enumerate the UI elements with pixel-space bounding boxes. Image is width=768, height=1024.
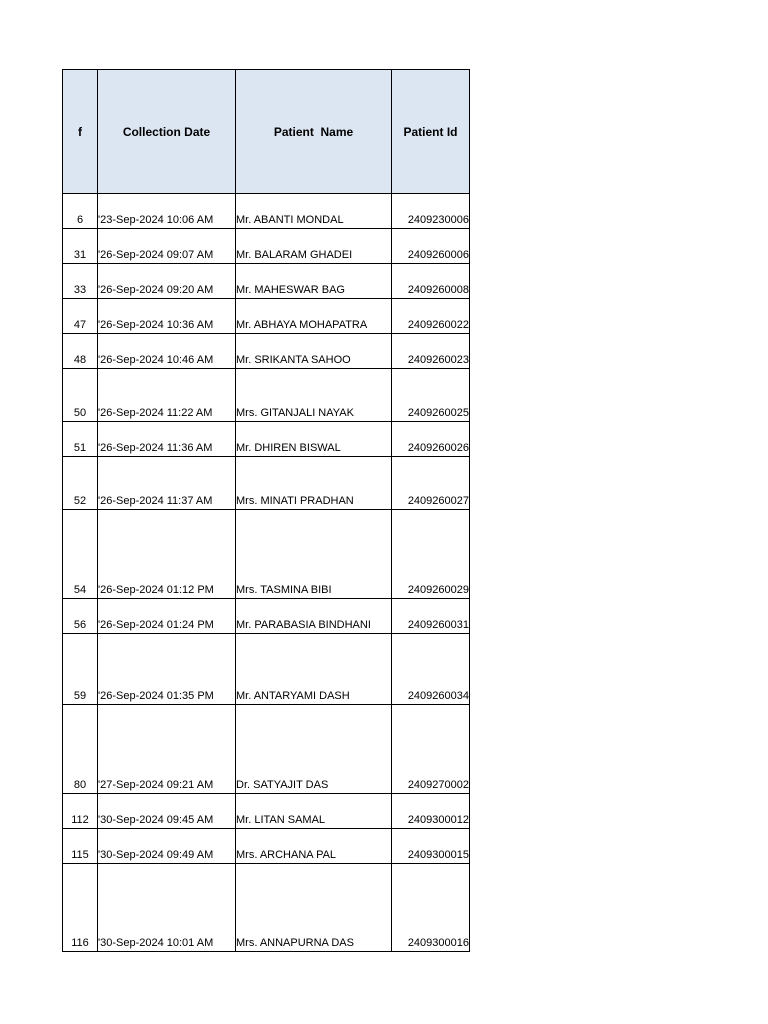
patient-id: 2409260006 <box>392 229 470 264</box>
patient-id: 2409260031 <box>392 599 470 634</box>
patient-name: Mr. ANTARYAMI DASH <box>236 634 392 705</box>
table-row <box>63 194 470 229</box>
row-num: 112 <box>63 794 98 829</box>
patient-name: Mrs. ANNAPURNA DAS <box>236 864 392 952</box>
table-row <box>63 829 470 864</box>
table-row <box>63 299 470 334</box>
row-num: 47 <box>63 299 98 334</box>
row-num: 59 <box>63 634 98 705</box>
table-row <box>63 229 470 264</box>
table-row <box>63 634 470 705</box>
patient-name: Mr. ABANTI MONDAL <box>236 194 392 229</box>
collection-date: '23-Sep-2024 10:06 AM <box>98 194 236 229</box>
patient-id: 2409260026 <box>392 422 470 457</box>
row-num: 115 <box>63 829 98 864</box>
collection-date: '30-Sep-2024 10:01 AM <box>98 864 236 952</box>
row-num: 31 <box>63 229 98 264</box>
patient-name: Mr. LITAN SAMAL <box>236 794 392 829</box>
collection-date: '30-Sep-2024 09:45 AM <box>98 794 236 829</box>
patient-id: 2409260029 <box>392 510 470 599</box>
collection-date: '26-Sep-2024 10:36 AM <box>98 299 236 334</box>
patient-name: Mr. DHIREN BISWAL <box>236 422 392 457</box>
table-row <box>63 864 470 952</box>
row-num: 6 <box>63 194 98 229</box>
patient-id: 2409300012 <box>392 794 470 829</box>
collection-date: '26-Sep-2024 11:37 AM <box>98 457 236 510</box>
table-row <box>63 510 470 599</box>
patient-id: 2409260027 <box>392 457 470 510</box>
patient-id: 2409300015 <box>392 829 470 864</box>
patient-id: 2409260034 <box>392 634 470 705</box>
patient-name: Mrs. ARCHANA PAL <box>236 829 392 864</box>
table-row <box>63 264 470 299</box>
row-num: 56 <box>63 599 98 634</box>
table-row <box>63 334 470 369</box>
collection-date: '26-Sep-2024 01:24 PM <box>98 599 236 634</box>
patient-name: Mr. MAHESWAR BAG <box>236 264 392 299</box>
patient-name: Mr. PARABASIA BINDHANI <box>236 599 392 634</box>
row-num: 116 <box>63 864 98 952</box>
patient-name: Mrs. GITANJALI NAYAK <box>236 369 392 422</box>
table-row <box>63 705 470 794</box>
table-row <box>63 599 470 634</box>
collection-date: '26-Sep-2024 09:07 AM <box>98 229 236 264</box>
patient-name: Mrs. MINATI PRADHAN <box>236 457 392 510</box>
row-num: 33 <box>63 264 98 299</box>
patient-name: Mrs. TASMINA BIBI <box>236 510 392 599</box>
row-num: 51 <box>63 422 98 457</box>
row-num: 54 <box>63 510 98 599</box>
patient-name: Mr. SRIKANTA SAHOO <box>236 334 392 369</box>
table-row <box>63 369 470 422</box>
collection-date: '26-Sep-2024 11:22 AM <box>98 369 236 422</box>
patient-id: 2409300016 <box>392 864 470 952</box>
row-num: 50 <box>63 369 98 422</box>
collection-date: '26-Sep-2024 01:35 PM <box>98 634 236 705</box>
row-num: 48 <box>63 334 98 369</box>
header-num: f <box>63 70 98 194</box>
header-row <box>63 70 470 194</box>
header-collection-date: Collection Date <box>98 70 236 194</box>
collection-date: '26-Sep-2024 01:12 PM <box>98 510 236 599</box>
patient-table <box>62 69 470 952</box>
patient-id: 2409270002 <box>392 705 470 794</box>
collection-date: '27-Sep-2024 09:21 AM <box>98 705 236 794</box>
patient-id: 2409260008 <box>392 264 470 299</box>
patient-name: Dr. SATYAJIT DAS <box>236 705 392 794</box>
collection-date: '26-Sep-2024 11:36 AM <box>98 422 236 457</box>
patient-id: 2409260025 <box>392 369 470 422</box>
row-num: 80 <box>63 705 98 794</box>
row-num: 52 <box>63 457 98 510</box>
patient-id: 2409260022 <box>392 299 470 334</box>
table-row <box>63 794 470 829</box>
patient-name: Mr. BALARAM GHADEI <box>236 229 392 264</box>
collection-date: '26-Sep-2024 10:46 AM <box>98 334 236 369</box>
patient-id: 2409230006 <box>392 194 470 229</box>
collection-date: '26-Sep-2024 09:20 AM <box>98 264 236 299</box>
header-patient-name: Patient Name <box>236 70 392 194</box>
patient-id: 2409260023 <box>392 334 470 369</box>
patient-name: Mr. ABHAYA MOHAPATRA <box>236 299 392 334</box>
collection-date: '30-Sep-2024 09:49 AM <box>98 829 236 864</box>
header-patient-id: Patient Id <box>392 70 470 194</box>
table-row <box>63 422 470 457</box>
table-row <box>63 457 470 510</box>
